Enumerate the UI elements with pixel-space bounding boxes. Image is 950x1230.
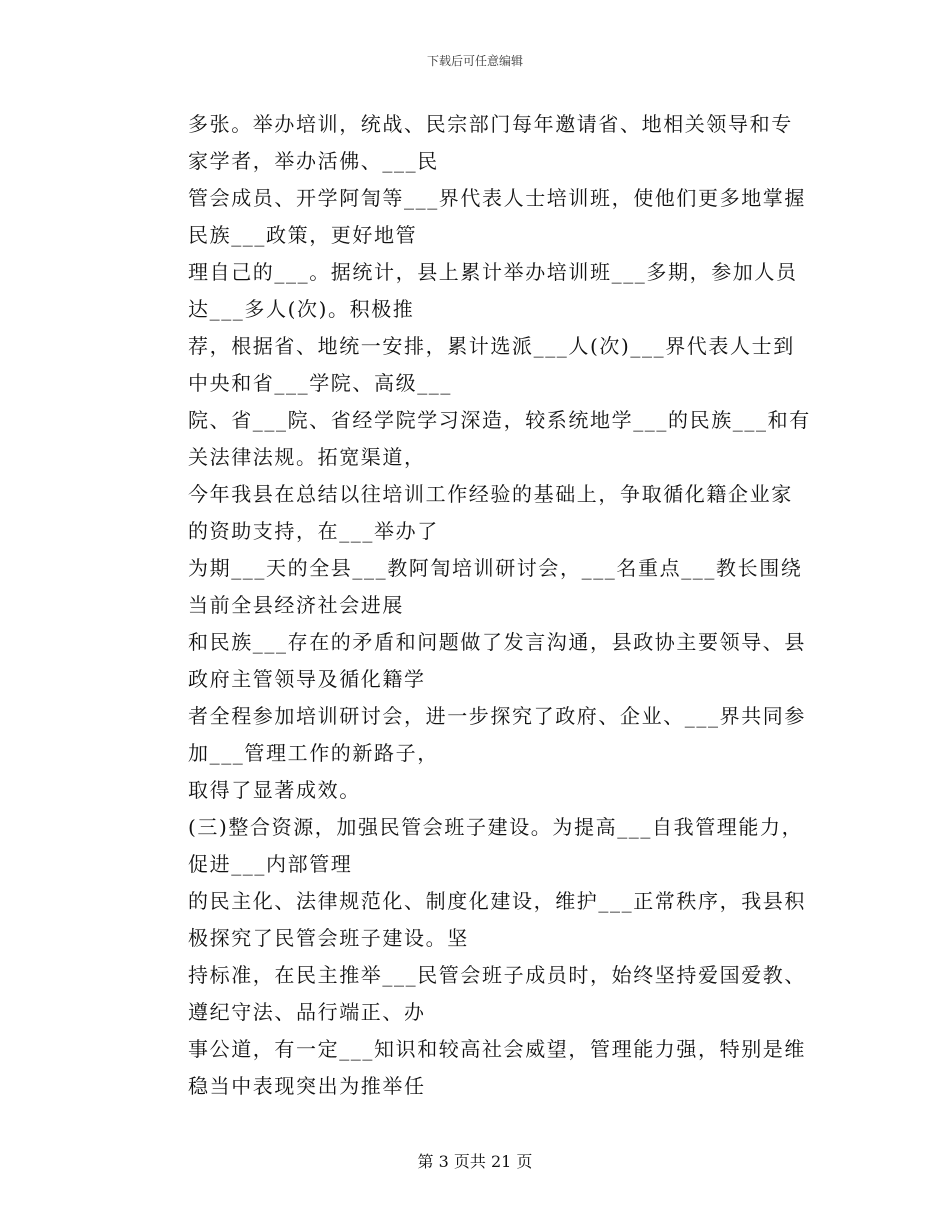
paragraph-1 bbox=[143, 106, 813, 180]
text-line: 关法律法规。拓宽渠道， bbox=[188, 445, 426, 469]
text-line: 促进___内部管理 bbox=[188, 852, 353, 876]
text-line: 达___多人(次)。积极推 bbox=[188, 297, 415, 321]
paragraph-11 bbox=[143, 809, 813, 883]
text-line: 家学者，举办活佛、___民 bbox=[188, 149, 439, 173]
text-line: 为期___天的全县___教阿訇培训研讨会，___名重点___教长围绕 bbox=[188, 556, 803, 580]
text-line: 和民族___存在的矛盾和问题做了发言沟通，县政协主要领导、县 bbox=[188, 630, 806, 654]
paragraph-3 bbox=[143, 254, 813, 328]
text-line: 加___管理工作的新路子， bbox=[188, 741, 439, 765]
paragraph-14 bbox=[143, 1031, 813, 1105]
text-line: 民族___政策，更好地管 bbox=[188, 223, 418, 247]
paragraph-4 bbox=[143, 328, 813, 402]
text-line: 的民主化、法律规范化、制度化建设，维护___正常秩序，我县积 bbox=[188, 889, 806, 913]
paragraph-2 bbox=[143, 180, 813, 254]
text-line: 事公道，有一定___知识和较高社会威望，管理能力强，特别是维 bbox=[188, 1037, 806, 1061]
text-line: 持标准，在民主推举___民管会班子成员时，始终坚持爱国爱教、 bbox=[188, 963, 806, 987]
text-line: (三)整合资源，加强民管会班子建设。为提高___自我管理能力， bbox=[188, 815, 804, 839]
text-line: 多张。举办培训，统战、民宗部门每年邀请省、地相关领导和专 bbox=[188, 112, 793, 136]
text-line: 稳当中表现突出为推举任 bbox=[188, 1074, 426, 1098]
paragraph-12 bbox=[143, 883, 813, 957]
text-line: 院、省___院、省经学院学习深造，较系统地学___的民族___和有 bbox=[188, 408, 811, 432]
paragraph-8 bbox=[143, 624, 813, 698]
text-line: 者全程参加培训研讨会，进一步探究了政府、企业、___界共同参 bbox=[188, 704, 806, 728]
paragraph-9 bbox=[143, 698, 813, 772]
text-line: 今年我县在总结以往培训工作经验的基础上，争取循化籍企业家 bbox=[188, 482, 793, 506]
paragraph-7 bbox=[143, 550, 813, 624]
paragraph-5 bbox=[143, 402, 813, 476]
paragraph-6 bbox=[143, 476, 813, 550]
text-line: 中央和省___学院、高级___ bbox=[188, 371, 452, 395]
document-body bbox=[143, 106, 813, 1105]
text-line: 当前全县经济社会进展 bbox=[188, 593, 404, 617]
text-line: 荐，根据省、地统一安排，累计选派___人(次)___界代表人士到 bbox=[188, 334, 795, 358]
text-line: 理自己的___。据统计，县上累计举办培训班___多期，参加人员 bbox=[188, 260, 798, 284]
page-header: 下载后可任意编辑 bbox=[426, 54, 523, 68]
text-line: 遵纪守法、品行端正、办 bbox=[188, 1000, 426, 1024]
text-line: 政府主管领导及循化籍学 bbox=[188, 667, 426, 691]
text-line: 的资助支持，在___举办了 bbox=[188, 519, 439, 543]
text-line: 管会成员、开学阿訇等___界代表人士培训班，使他们更多地掌握 bbox=[188, 186, 806, 210]
text-line: 极探究了民管会班子建设。坚 bbox=[188, 926, 469, 950]
paragraph-13 bbox=[143, 957, 813, 1031]
paragraph-10 bbox=[143, 772, 813, 809]
page-footer: 第 3 页共 21 页 bbox=[417, 1152, 533, 1171]
text-line: 取得了显著成效。 bbox=[188, 778, 361, 802]
